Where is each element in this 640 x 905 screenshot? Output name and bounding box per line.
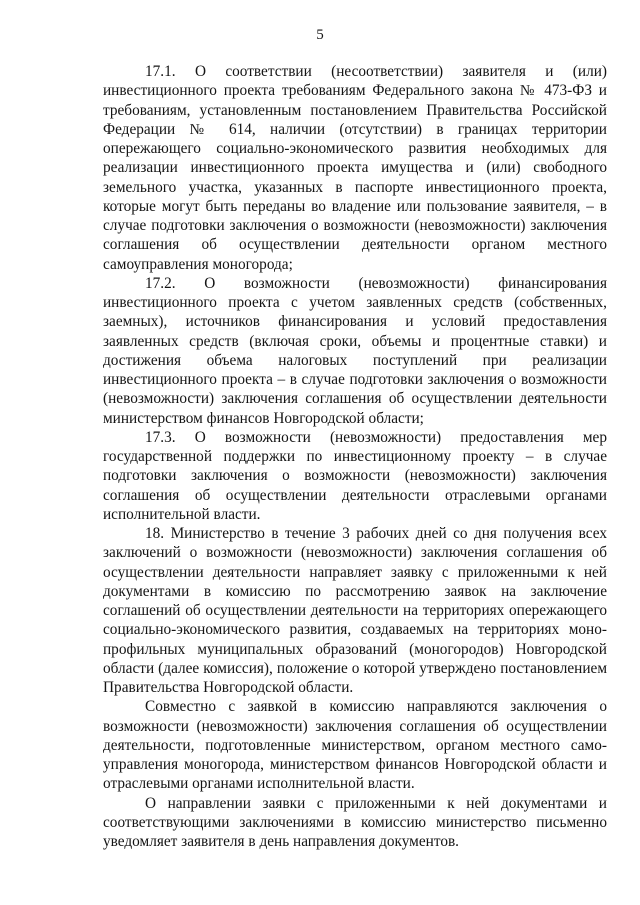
paragraph-17-2: 17.2. О возможности (невозможности) финансирования инвестиционного проекта с учетом заявленных средств (собственных, заемных), источников финансирования и условий предоставления заявленных средств (включая сроки, объемы и процентные ставки) и достижения объема налоговых поступлений при реализации инвестиционного проекта – в случае подготовки заключения о возможности (невозможности) заключения соглашения об осуществлении деятельности министерством финансов Новгородской области; (103, 274, 607, 427)
paragraph-joint-submission: Совместно с заявкой в комиссию направляются заключения о возможности (невозможности) заключения соглашения об осуществлении деятельности, подготовленные министерством, органом местного самоуправления моногорода, министерством финансов Новгородской области и отраслевыми органами исполнительной власти. (103, 698, 607, 793)
paragraph-notification: О направлении заявки с приложенными к ней документами и соответствующими заключениями в комиссию министерство письменно уведомляет заявителя в день направления документов. (103, 794, 607, 850)
page-number: 5 (316, 27, 324, 43)
paragraph-17-1: 17.1. О соответствии (несоответствии) заявителя и (или) инвестиционного проекта требованиям Федерального закона № 473-ФЗ и требованиям, установленным постановлением Правительства Российской Федерации № 614, наличии (отсутствии) в границах территории опережающего социально-экономического развития необходимых для реализации инвестиционного проекта имущества и (или) свободного земельного участка, указанных в паспорте инвестиционного проекта, которые могут быть переданы во владение или пользование заявителя, – в случае подготовки заключения о возможности (невозможности) заключения соглашения об осуществлении деятельности органом местного самоуправления моногорода; (103, 63, 607, 273)
paragraph-18: 18. Министерство в течение 3 рабочих дней со дня получения всех заключений о возможности (невозможности) заключения соглашения об осуществлении деятельности направляет заявку с приложенными к ней документами в комиссию по рассмотрению заявок на заключение соглашений об осуществлении деятельности на территориях опережающего социально-экономического развития, создаваемых на территориях монопрофильных муниципальных образований (моногородов) Новгородской области (далее комиссия), положение о которой утверждено постановлением Правительства Новгородской области. (103, 525, 607, 696)
paragraph-17-3: 17.3. О возможности (невозможности) предоставления мер государственной поддержки по инвестиционному проекту – в случае подготовки заключения о возможности (невозможности) заключения соглашения об осуществлении деятельности отраслевыми органами исполнительной власти. (103, 428, 607, 523)
document-body (103, 62, 607, 851)
